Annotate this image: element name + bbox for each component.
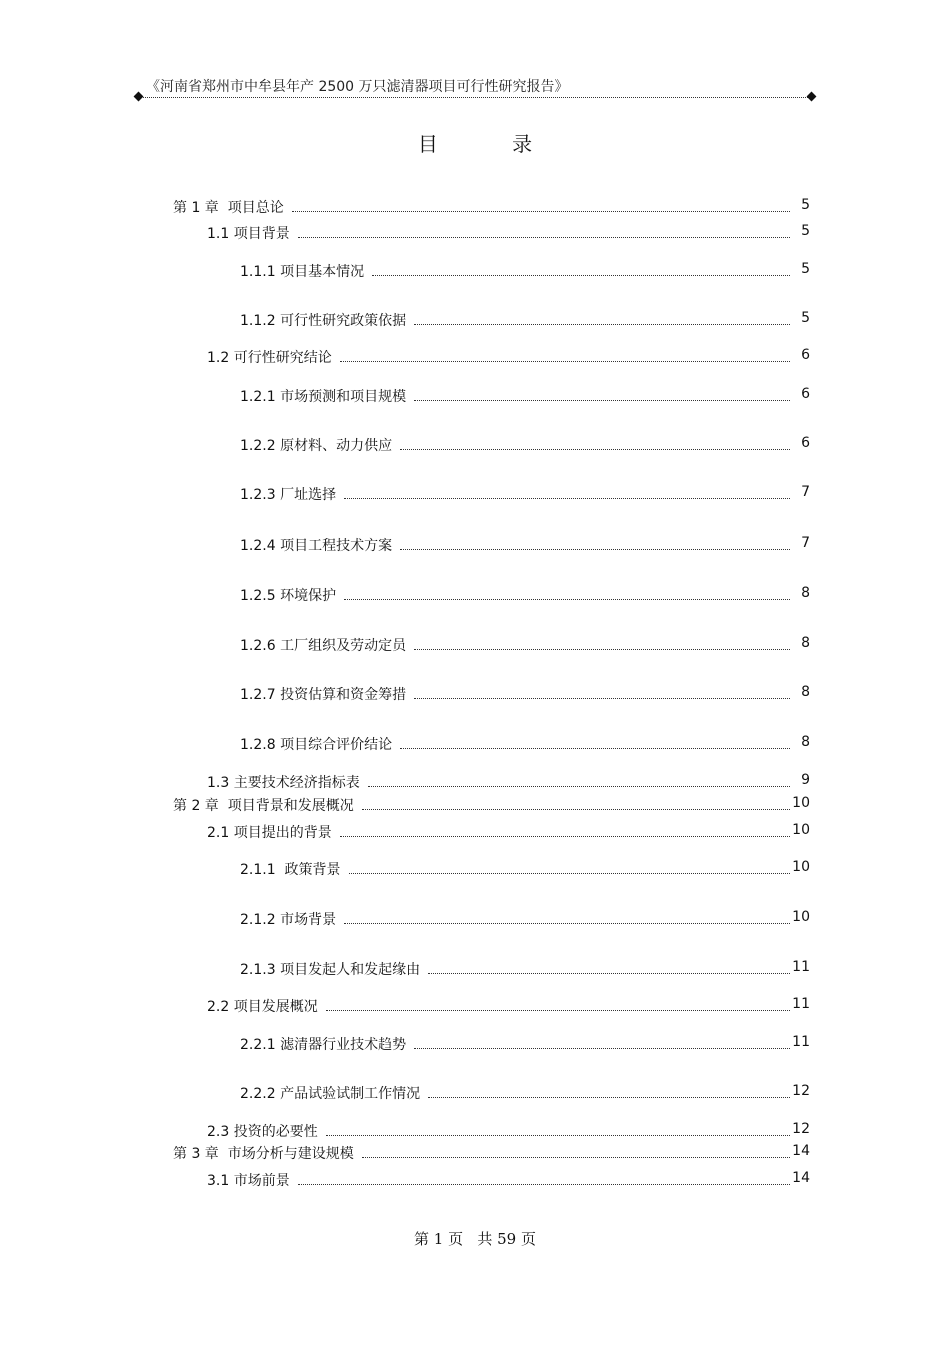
toc-entry-page-number: 5 [801,223,810,239]
toc-entry[interactable] [240,1034,790,1052]
toc-dot-leader [340,360,790,362]
toc-entry[interactable] [173,197,790,215]
toc-entry-page-number: 10 [792,909,810,925]
toc-entry-page-number: 6 [801,386,810,402]
toc-entry-page-number: 11 [792,996,810,1012]
toc-dot-leader [326,1009,790,1011]
toc-entry-label: 2.3 投资的必要性 [207,1124,318,1140]
toc-entry-label: 2.1.2 市场背景 [240,912,337,928]
toc-dot-leader [428,972,790,974]
toc-dot-leader [292,210,790,212]
toc-entry-page-number: 6 [801,435,810,451]
toc-entry-page-number: 5 [801,261,810,277]
toc-entry-label: 1.2.6 工厂组织及劳动定员 [240,638,407,654]
toc-dot-leader [344,497,790,499]
toc-entry-label: 1.2 可行性研究结论 [207,350,332,366]
toc-entry[interactable] [173,1143,790,1161]
toc-dot-leader [414,399,790,401]
toc-dot-leader [400,548,790,550]
toc-dot-leader [344,922,790,924]
toc-entry-label: 1.2.3 厂址选择 [240,487,337,503]
toc-entry-page-number: 8 [801,684,810,700]
toc-dot-leader [298,1183,790,1185]
toc-dot-leader [362,808,790,810]
toc-entry[interactable] [240,484,790,502]
toc-entry[interactable] [240,310,790,328]
toc-dot-leader [400,747,790,749]
toc-dot-leader [349,872,790,874]
toc-entry[interactable] [240,734,790,752]
toc-dot-leader [340,835,790,837]
toc-dot-leader [414,323,790,325]
toc-entry[interactable] [240,684,790,702]
toc-dot-leader [344,598,790,600]
toc-dot-leader [400,448,790,450]
toc-dot-leader [428,1096,790,1098]
toc-entry[interactable] [240,909,790,927]
toc-entry-label: 1.2.2 原材料、动力供应 [240,438,393,454]
page-footer: 第 1 页 共 59 页 [413,1230,536,1248]
toc-entry-page-number: 10 [792,795,810,811]
toc-entry[interactable] [240,435,790,453]
toc-entry[interactable] [207,347,790,365]
toc-entry-page-number: 8 [801,734,810,750]
toc-entry-page-number: 11 [792,1034,810,1050]
toc-dot-leader [298,236,790,238]
page-title: 目 录 [417,132,567,156]
toc-dot-leader [362,1156,790,1158]
toc-entry-label: 1.2.4 项目工程技术方案 [240,538,393,554]
toc-entry-label: 1.2.7 投资估算和资金筹措 [240,687,407,703]
toc-entry-page-number: 10 [792,822,810,838]
toc-entry[interactable] [207,772,790,790]
toc-entry[interactable] [207,223,790,241]
toc-entry[interactable] [240,535,790,553]
toc-dot-leader [326,1134,790,1136]
toc-entry-page-number: 6 [801,347,810,363]
toc-entry-page-number: 12 [792,1083,810,1099]
header-dotted-rule [140,97,810,98]
toc-entry-page-number: 14 [792,1170,810,1186]
header-left-diamond-icon [134,92,144,102]
toc-entry-page-number: 7 [801,484,810,500]
toc-entry-label: 3.1 市场前景 [207,1173,290,1189]
toc-entry-page-number: 14 [792,1143,810,1159]
toc-entry-page-number: 10 [792,859,810,875]
toc-entry-label: 1.1.2 可行性研究政策依据 [240,313,407,329]
toc-entry-label: 第 2 章 项目背景和发展概况 [173,798,354,814]
toc-entry-page-number: 8 [801,585,810,601]
toc-entry-page-number: 8 [801,635,810,651]
toc-entry[interactable] [207,1121,790,1139]
toc-entry-page-number: 9 [801,772,810,788]
toc-entry[interactable] [240,386,790,404]
toc-entry-label: 1.1.1 项目基本情况 [240,264,365,280]
toc-entry-label: 2.2.1 滤清器行业技术趋势 [240,1037,407,1053]
toc-entry-label: 1.1 项目背景 [207,226,290,242]
toc-entry[interactable] [240,959,790,977]
toc-entry-label: 1.2.5 环境保护 [240,588,337,604]
toc-entry-label: 2.2 项目发展概况 [207,999,318,1015]
toc-dot-leader [414,1047,790,1049]
toc-entry[interactable] [173,795,790,813]
toc-entry-label: 第 1 章 项目总论 [173,200,284,216]
toc-dot-leader [372,274,790,276]
toc-entry-label: 1.2.1 市场预测和项目规模 [240,389,407,405]
toc-entry-label: 2.1 项目提出的背景 [207,825,332,841]
toc-entry-page-number: 11 [792,959,810,975]
toc-entry[interactable] [207,1170,790,1188]
toc-entry[interactable] [240,859,790,877]
toc-entry-label: 2.1.1 政策背景 [240,862,341,878]
toc-entry-page-number: 7 [801,535,810,551]
toc-entry[interactable] [240,635,790,653]
toc-entry-page-number: 5 [801,310,810,326]
toc-entry-label: 2.1.3 项目发起人和发起缘由 [240,962,421,978]
toc-entry[interactable] [207,996,790,1014]
document-header-title: 《河南省郑州市中牟县年产 2500 万只滤清器项目可行性研究报告》 [146,79,569,95]
toc-entry-label: 第 3 章 市场分析与建设规模 [173,1146,354,1162]
toc-entry[interactable] [207,822,790,840]
toc-dot-leader [414,648,790,650]
toc-entry[interactable] [240,1083,790,1101]
toc-dot-leader [414,697,790,699]
toc-entry-label: 1.2.8 项目综合评价结论 [240,737,393,753]
header-right-diamond-icon [807,92,817,102]
toc-entry[interactable] [240,585,790,603]
toc-entry-page-number: 5 [801,197,810,213]
toc-dot-leader [368,785,790,787]
toc-entry[interactable] [240,261,790,279]
toc-entry-label: 2.2.2 产品试验试制工作情况 [240,1086,421,1102]
toc-entry-page-number: 12 [792,1121,810,1137]
toc-entry-label: 1.3 主要技术经济指标表 [207,775,360,791]
